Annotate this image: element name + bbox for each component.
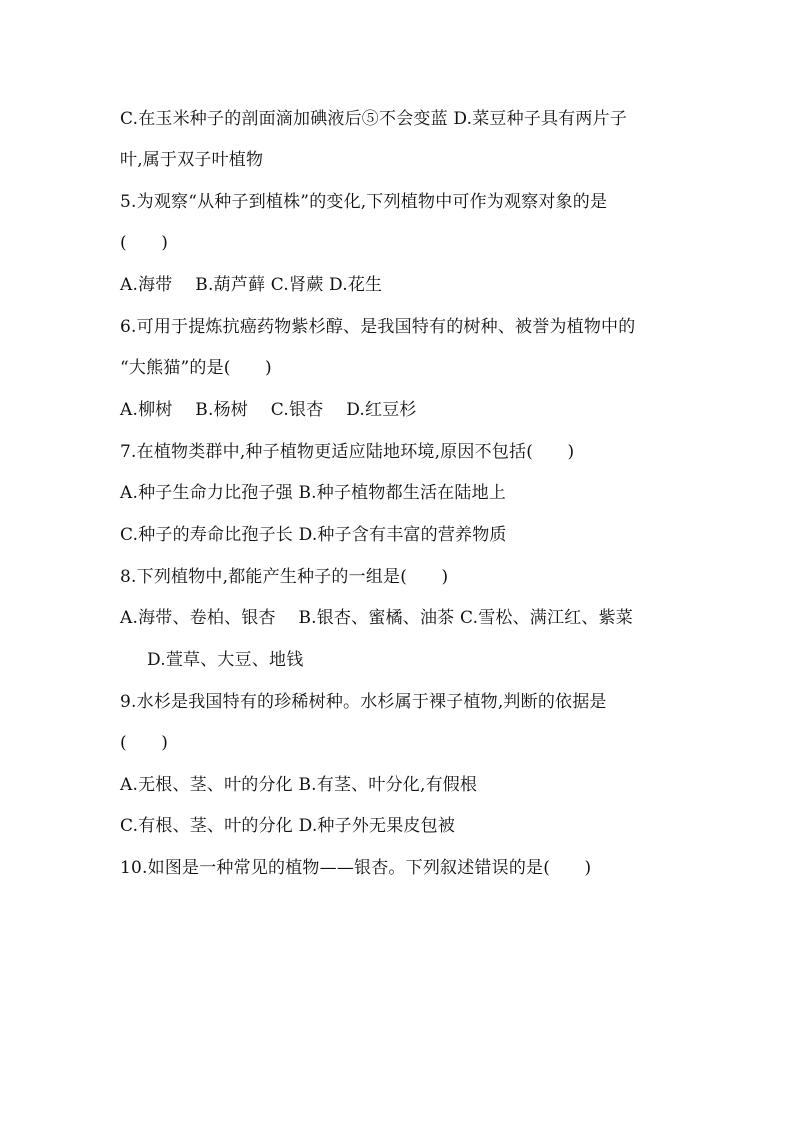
options-8-d: D.萱草、大豆、地钱	[147, 650, 304, 670]
answer-blank-5: ( )	[120, 233, 169, 253]
question-8: 8.下列植物中,都能产生种子的一组是( )	[120, 567, 449, 587]
answer-blank-9: ( )	[120, 733, 169, 753]
question-5: 5.为观察“从种子到植株”的变化,下列植物中可作为观察对象的是	[120, 192, 608, 212]
options-5: A.海带 B.葫芦藓 C.肾蕨 D.花生	[120, 275, 383, 295]
options-7-cd: C.种子的寿命比孢子长 D.种子含有丰富的营养物质	[120, 525, 507, 545]
question-6-continued: “大熊猫”的是( )	[120, 358, 272, 378]
options-8-abc: A.海带、卷柏、银杏 B.银杏、蜜橘、油茶 C.雪松、满江红、紫菜	[120, 608, 633, 628]
options-7-ab: A.种子生命力比孢子强 B.种子植物都生活在陆地上	[120, 483, 506, 503]
question-9: 9.水杉是我国特有的珍稀树种。水杉属于裸子植物,判断的依据是	[120, 692, 607, 712]
options-9-cd: C.有根、茎、叶的分化 D.种子外无果皮包被	[120, 816, 456, 836]
option-line-c-d: C.在玉米种子的剖面滴加碘液后⑤不会变蓝 D.菜豆种子具有两片子	[120, 109, 628, 129]
question-6: 6.可用于提炼抗癌药物紫杉醇、是我国特有的树种、被誉为植物中的	[120, 317, 636, 337]
continuation-line: 叶,属于双子叶植物	[120, 150, 264, 170]
options-9-ab: A.无根、茎、叶的分化 B.有茎、叶分化,有假根	[120, 775, 478, 795]
options-6: A.柳树 B.杨树 C.银杏 D.红豆杉	[120, 400, 417, 420]
question-10: 10.如图是一种常见的植物——银杏。下列叙述错误的是( )	[120, 858, 592, 878]
question-7: 7.在植物类群中,种子植物更适应陆地环境,原因不包括( )	[120, 442, 575, 462]
